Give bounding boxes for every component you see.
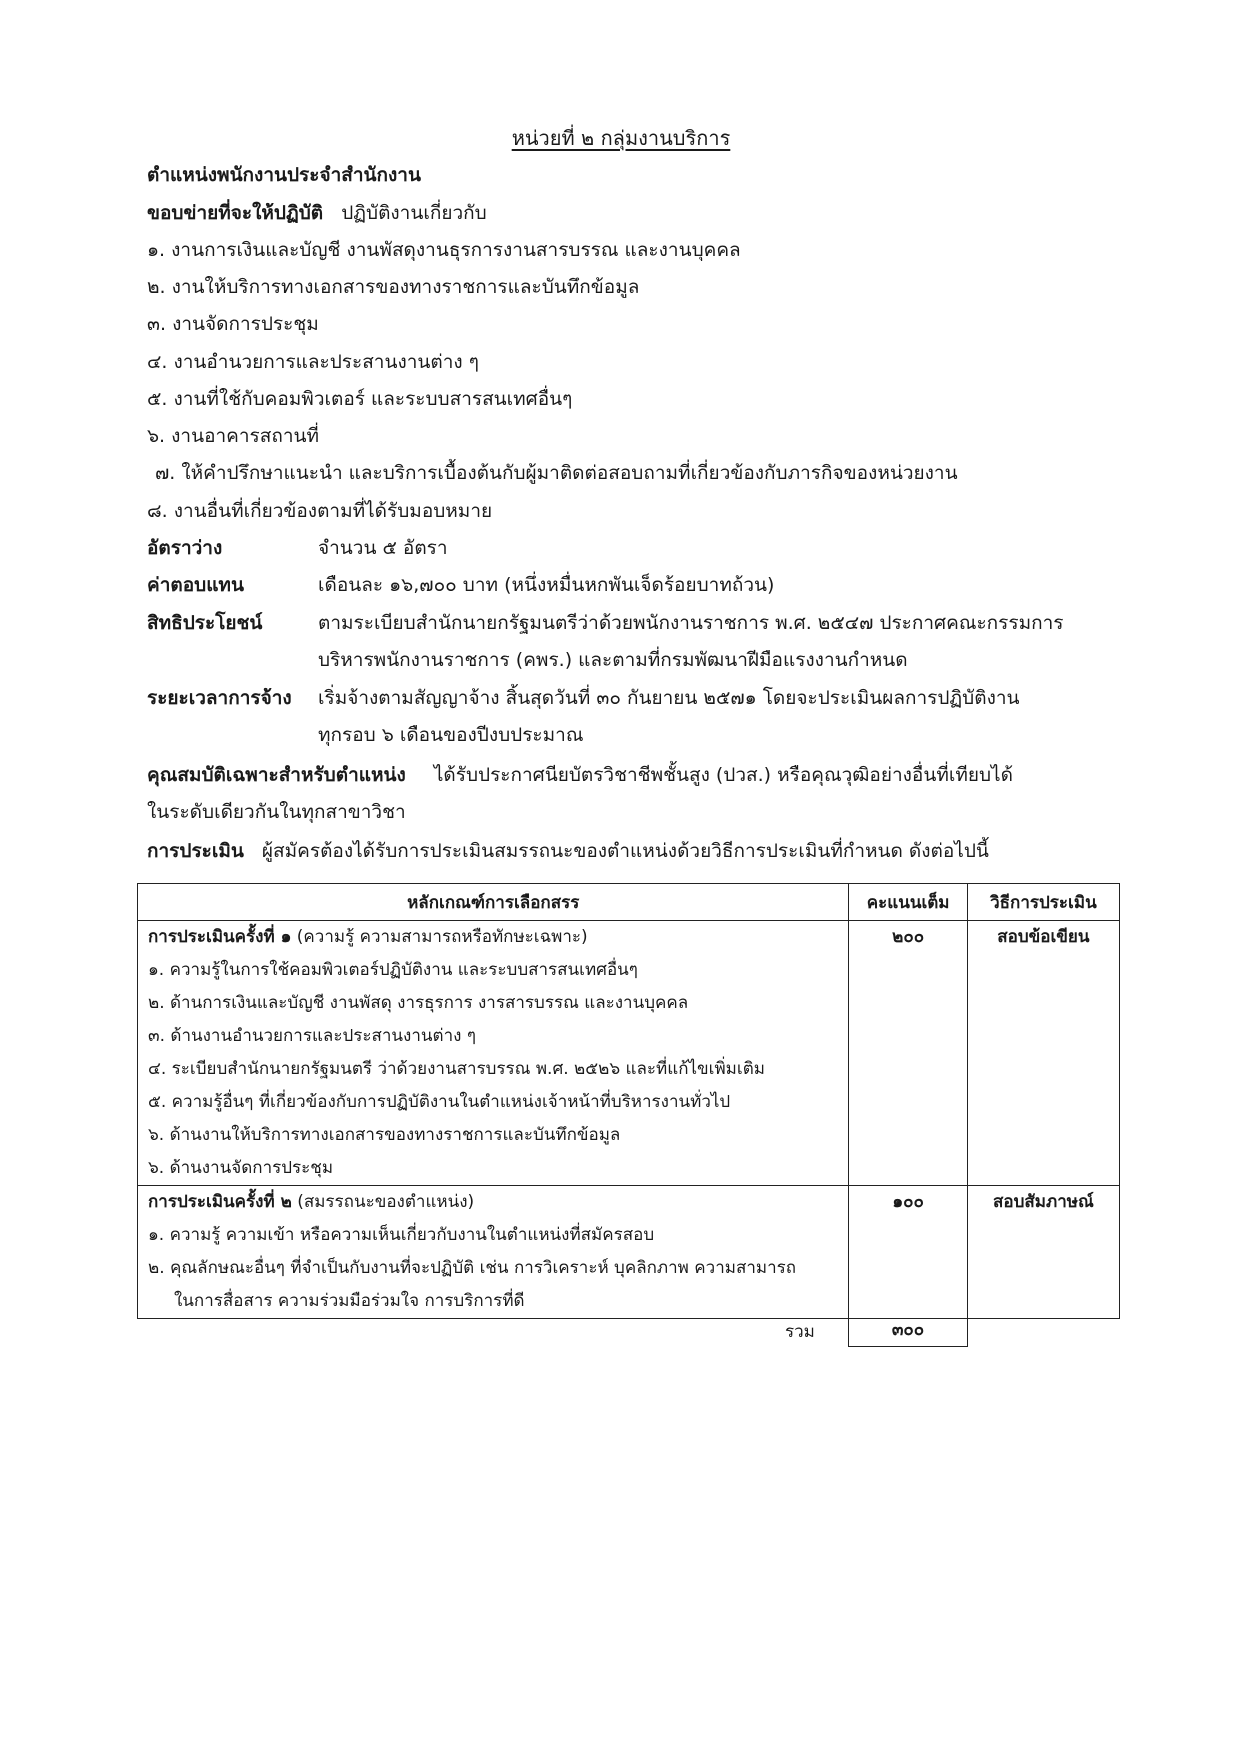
round1-item: ๖. ด้านงานจัดการประชุม — [148, 1158, 334, 1178]
round2-score: ๑๐๐ — [892, 1192, 924, 1212]
evaluation-value: ผู้สมัครต้องได้รับการประเมินสมรรถนะของตำแหน่งด้วยวิธีการประเมินที่กำหนด ดังต่อไปนี้ — [261, 840, 989, 862]
round1-method: สอบข้อเขียน — [997, 927, 1090, 947]
round1-item: ๔. ระเบียบสำนักนายกรัฐมนตรี ว่าด้วยงานสารบรรณ พ.ศ. ๒๕๒๖ และที่แก้ไขเพิ่มเติม — [148, 1059, 765, 1079]
evaluation-table — [137, 883, 1120, 1319]
benefits-line: บริหารพนักงานราชการ (คพร.) และตามที่กรมพัฒนาฝีมือแรงงานกำหนด — [318, 649, 908, 671]
benefits-line: ตามระเบียบสำนักนายกรัฐมนตรีว่าด้วยพนักงานราชการ พ.ศ. ๒๕๔๗ ประกาศคณะกรรมการ — [318, 612, 1064, 634]
duty-item: ๒. งานให้บริการทางเอกสารของทางราชการและบันทึกข้อมูล — [147, 276, 640, 298]
scope-label: ขอบข่ายที่จะให้ปฏิบัติ — [147, 202, 324, 224]
period-label: ระยะเวลาการจ้าง — [147, 687, 292, 709]
duty-item: ๘. งานอื่นที่เกี่ยวข้องตามที่ได้รับมอบหมาย — [147, 500, 493, 522]
benefits-label: สิทธิประโยชน์ — [147, 612, 263, 634]
scope-value: ปฏิบัติงานเกี่ยวกับ — [341, 202, 487, 224]
round1-item: ๓. ด้านงานอำนวยการและประสานงานต่าง ๆ — [148, 1026, 476, 1046]
round2-title-bold: การประเมินครั้งที่ ๒ — [148, 1192, 292, 1212]
period-line: ทุกรอบ ๖ เดือนของปีงบประมาณ — [318, 724, 584, 746]
header-score: คะแนนเต็ม — [849, 884, 967, 921]
duty-item: ๑. งานการเงินและบัญชี งานพัสดุงานธุรการงานสารบรรณ และงานบุคคล — [147, 239, 741, 261]
round1-criteria — [138, 921, 849, 1186]
round2-criteria — [138, 1186, 849, 1319]
qualification-label: คุณสมบัติเฉพาะสำหรับตำแหน่ง — [147, 764, 406, 786]
duty-item: ๖. งานอาคารสถานที่ — [147, 425, 320, 447]
unit-title: หน่วยที่ ๒ กลุ่มงานบริการ — [511, 126, 731, 150]
round1-item: ๒. ด้านการเงินและบัญชี งานพัสดุ งารธุรการ งารสารบรรณ และงานบุคคล — [148, 993, 689, 1013]
evaluation-label: การประเมิน — [147, 840, 244, 862]
round2-method-cell — [967, 1186, 1119, 1319]
table-row — [138, 921, 1120, 1186]
salary-value: เดือนละ ๑๖,๗๐๐ บาท (หนึ่งหมื่นหกพันเจ็ดร้อยบาทถ้วน) — [318, 574, 775, 596]
round1-score: ๒๐๐ — [892, 927, 925, 947]
round1-method-cell — [967, 921, 1119, 1186]
table-row — [138, 1186, 1120, 1319]
total-label: รวม — [785, 1322, 815, 1342]
total-value: ๓๐๐ — [848, 1314, 968, 1347]
round2-title-rest: (สมรรถนะของตำแหน่ง) — [291, 1192, 475, 1212]
qualification-line — [147, 760, 1013, 790]
round1-title-rest: (ความรู้ ความสามารถหรือทักษะเฉพาะ) — [291, 927, 588, 947]
scope-line — [147, 198, 487, 228]
header-criteria: หลักเกณฑ์การเลือกสรร — [138, 884, 849, 921]
vacancy-label: อัตราว่าง — [147, 537, 223, 559]
round2-item-continued: ในการสื่อสาร ความร่วมมือร่วมใจ การบริการที่ดี — [174, 1291, 525, 1311]
position-title: ตำแหน่งพนักงานประจำสำนักงาน — [147, 164, 421, 186]
round1-item: ๖. ด้านงานให้บริการทางเอกสารของทางราชการและบันทึกข้อมูล — [148, 1125, 621, 1145]
qualification-line: ในระดับเดียวกันในทุกสาขาวิชา — [147, 801, 406, 823]
header-method: วิธีการประเมิน — [967, 884, 1119, 921]
round1-score-cell — [849, 921, 967, 1186]
qualification-value: ได้รับประกาศนียบัตรวิชาชีพชั้นสูง (ปวส.) หรือคุณวุฒิอย่างอื่นที่เทียบได้ — [433, 764, 1013, 786]
duty-item: ๓. งานจัดการประชุม — [147, 313, 319, 335]
round1-item: ๑. ความรู้ในการใช้คอมพิวเตอร์ปฏิบัติงาน และระบบสารสนเทศอื่นๆ — [148, 960, 638, 980]
duty-item: ๗. ให้คำปรึกษาแนะนำ และบริการเบื้องต้นกับผู้มาติดต่อสอบถามที่เกี่ยวข้องกับภารกิจของหน่วยงาน — [155, 462, 958, 484]
round2-item: ๑. ความรู้ ความเข้า หรือความเห็นเกี่ยวกับงานในตำแหน่งที่สมัครสอบ — [148, 1225, 655, 1245]
period-line: เริ่มจ้างตามสัญญาจ้าง สิ้นสุดวันที่ ๓๐ กันยายน ๒๕๗๑ โดยจะประเมินผลการปฏิบัติงาน — [318, 687, 1020, 709]
round2-item: ๒. คุณลักษณะอื่นๆ ที่จำเป็นกับงานที่จะปฏิบัติ เช่น การวิเคราะห์ บุคลิกภาพ ความสามารถ — [148, 1258, 797, 1278]
round2-method: สอบสัมภาษณ์ — [993, 1192, 1094, 1212]
vacancy-value: จำนวน ๕ อัตรา — [318, 537, 448, 559]
duty-item: ๔. งานอำนวยการและประสานงานต่าง ๆ — [147, 351, 479, 373]
round1-item: ๕. ความรู้อื่นๆ ที่เกี่ยวข้องกับการปฏิบัติงานในตำแหน่งเจ้าหน้าที่บริหารงานทั่วไป — [148, 1092, 731, 1112]
round1-title — [138, 921, 848, 954]
round1-title-bold: การประเมินครั้งที่ ๑ — [148, 927, 292, 947]
round2-score-cell — [849, 1186, 967, 1319]
salary-label: ค่าตอบแทน — [147, 574, 244, 596]
evaluation-line — [147, 836, 989, 866]
round2-title — [138, 1186, 848, 1219]
table-header-row — [138, 884, 1120, 921]
duty-item: ๕. งานที่ใช้กับคอมพิวเตอร์ และระบบสารสนเทศอื่นๆ — [147, 388, 573, 410]
